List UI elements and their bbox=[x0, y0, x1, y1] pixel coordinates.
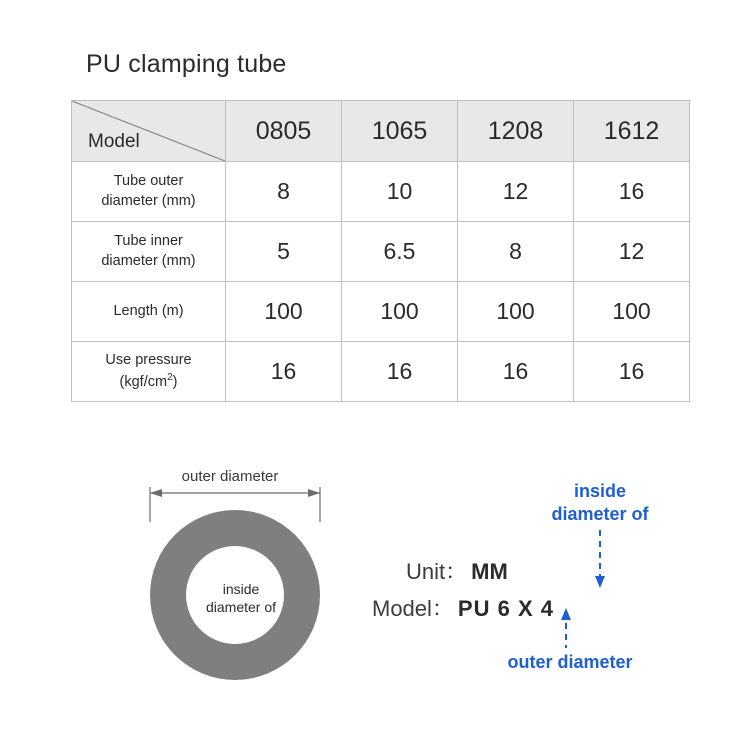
row-label-cell bbox=[72, 342, 226, 402]
table-row bbox=[72, 162, 690, 222]
model-code: 1065 bbox=[371, 116, 428, 145]
superscript-two: 2 bbox=[167, 371, 173, 383]
spec-table bbox=[71, 100, 690, 402]
cell-value: 12 bbox=[618, 238, 645, 264]
cell-value: 6.5 bbox=[383, 238, 416, 264]
row-label bbox=[72, 302, 225, 322]
unit-value: MM bbox=[471, 559, 508, 584]
inside-label-line1: inside bbox=[222, 581, 260, 597]
table-cell bbox=[574, 222, 690, 282]
table-row bbox=[72, 222, 690, 282]
cell-value: 16 bbox=[618, 358, 645, 384]
row-label-line1: Tube inner bbox=[114, 232, 183, 249]
table-cell bbox=[574, 282, 690, 342]
row-label bbox=[72, 172, 225, 211]
cell-value: 16 bbox=[618, 178, 645, 204]
annotation-top-line1: inside bbox=[573, 481, 626, 501]
outer-diameter-label: outer diameter bbox=[181, 468, 279, 485]
table-header-row bbox=[72, 101, 690, 162]
model-row bbox=[372, 592, 554, 623]
row-label-line1: Tube outer bbox=[113, 172, 184, 189]
table-cell bbox=[342, 162, 458, 222]
cell-value: 12 bbox=[502, 178, 529, 204]
model-code: 1612 bbox=[603, 116, 660, 145]
row-label-cell bbox=[72, 282, 226, 342]
row-label-line2: diameter (mm) bbox=[101, 192, 196, 209]
table-cell bbox=[226, 162, 342, 222]
table-header-model-3 bbox=[574, 101, 690, 162]
row-label-cell bbox=[72, 222, 226, 282]
table-row bbox=[72, 282, 690, 342]
row-label-line1: Length (m) bbox=[113, 302, 184, 319]
table-cell bbox=[226, 342, 342, 402]
table-cell bbox=[226, 282, 342, 342]
table-header-model-2 bbox=[458, 101, 574, 162]
table-cell bbox=[458, 282, 574, 342]
table-cell bbox=[226, 222, 342, 282]
table-corner-cell bbox=[72, 101, 226, 162]
table-cell bbox=[342, 282, 458, 342]
cell-value: 5 bbox=[277, 238, 290, 264]
cell-value: 16 bbox=[270, 358, 297, 384]
table-row bbox=[72, 342, 690, 402]
model-label: Model： bbox=[372, 596, 454, 621]
page-title: PU clamping tube bbox=[86, 50, 287, 78]
row-label-line2: diameter (mm) bbox=[101, 252, 196, 269]
corner-label: Model bbox=[88, 131, 140, 152]
cell-value: 8 bbox=[509, 238, 522, 264]
table-cell bbox=[574, 342, 690, 402]
cell-value: 100 bbox=[496, 298, 535, 324]
cell-value: 100 bbox=[380, 298, 419, 324]
cell-value: 8 bbox=[277, 178, 290, 204]
row-label bbox=[72, 232, 225, 271]
model-value: PU 6 X 4 bbox=[457, 596, 554, 621]
annotation-outer-diameter: outer diameter bbox=[507, 652, 633, 672]
model-code: 1208 bbox=[487, 116, 544, 145]
table-cell bbox=[458, 222, 574, 282]
cell-value: 16 bbox=[386, 358, 413, 384]
table-cell bbox=[342, 222, 458, 282]
unit-row bbox=[406, 555, 508, 586]
cell-value: 100 bbox=[612, 298, 651, 324]
table-header-model-0 bbox=[226, 101, 342, 162]
table-cell bbox=[458, 342, 574, 402]
table-cell bbox=[458, 162, 574, 222]
table-cell bbox=[574, 162, 690, 222]
tube-diagram bbox=[0, 440, 750, 700]
cell-value: 100 bbox=[264, 298, 303, 324]
row-label-line1: Use pressure bbox=[105, 352, 192, 369]
cell-value: 16 bbox=[502, 358, 529, 384]
annotation-top-line2: diameter of bbox=[551, 504, 649, 525]
row-label bbox=[72, 351, 225, 392]
cell-value: 10 bbox=[386, 178, 413, 204]
unit-label: Unit： bbox=[406, 559, 468, 584]
model-legend bbox=[370, 480, 740, 700]
table-cell bbox=[342, 342, 458, 402]
row-label-line2: $(kgf/cm^2)$ bbox=[119, 371, 178, 390]
model-code: 0805 bbox=[255, 116, 312, 145]
row-label-cell bbox=[72, 162, 226, 222]
tube-cross-section-icon bbox=[130, 460, 340, 680]
inside-label-line2: diameter of bbox=[205, 598, 277, 615]
table-header-model-1 bbox=[342, 101, 458, 162]
inside-diameter-label bbox=[189, 581, 293, 616]
